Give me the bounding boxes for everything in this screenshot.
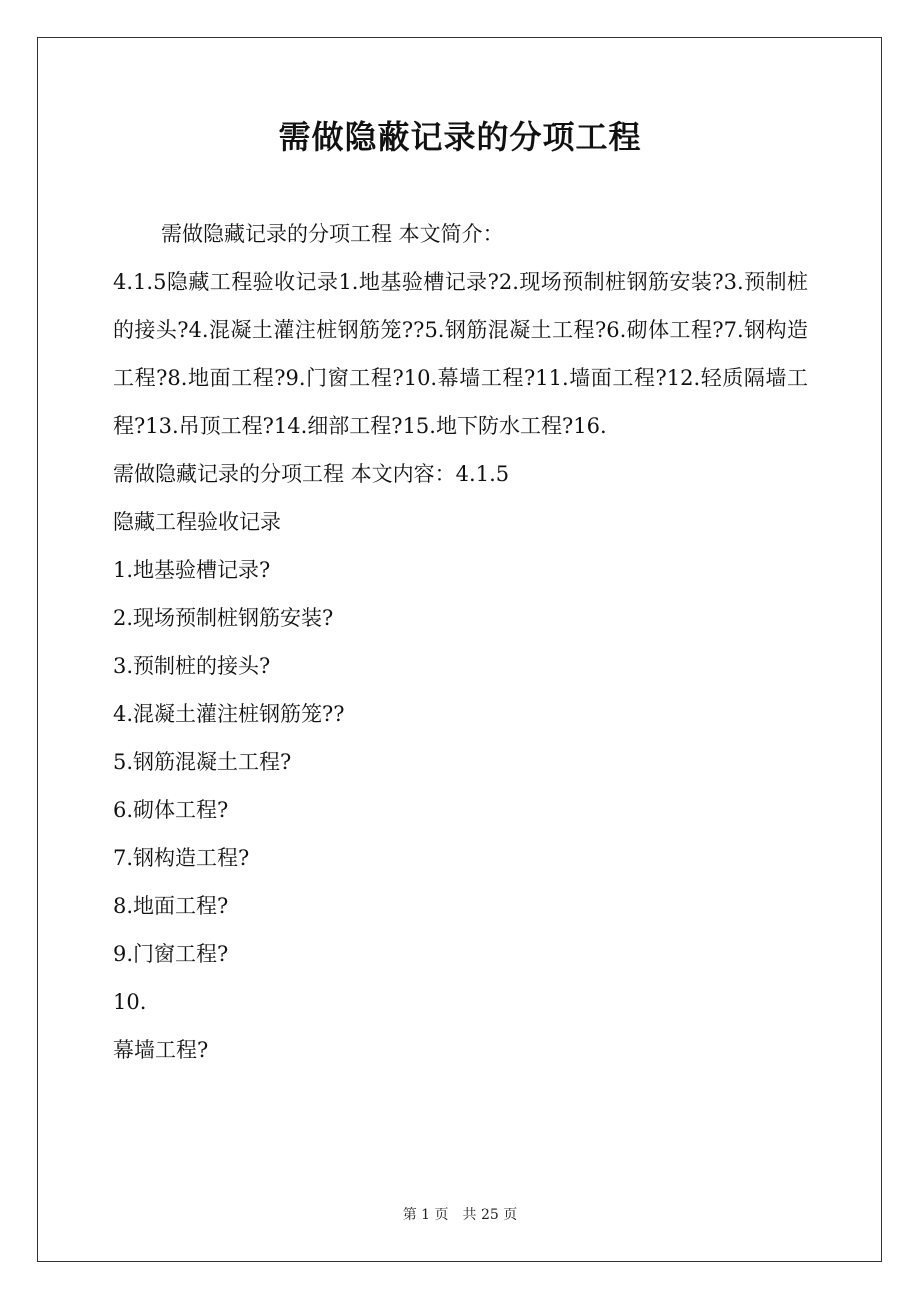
list-item: 7.钢构造工程? xyxy=(113,846,250,870)
document-title: 需做隐蔽记录的分项工程 xyxy=(278,118,642,156)
list-item: 2.现场预制桩钢筋安装? xyxy=(113,606,334,630)
page-number-footer: 第 1 页 共 25 页 xyxy=(402,1207,518,1223)
list-item: 1.地基验槽记录? xyxy=(113,558,271,582)
list-item: 4.混凝土灌注桩钢筋笼?? xyxy=(113,702,345,726)
list-item: 3.预制桩的接头? xyxy=(113,654,271,678)
list-item: 6.砌体工程? xyxy=(113,798,229,822)
content-heading: 需做隐藏记录的分项工程 本文内容：4.1.5 xyxy=(113,462,510,486)
list-item: 5.钢筋混凝土工程? xyxy=(113,750,292,774)
list-item: 隐藏工程验收记录 xyxy=(113,510,281,534)
list-item: 8.地面工程? xyxy=(113,894,229,918)
intro-paragraph: 4.1.5隐藏工程验收记录1.地基验槽记录?2.现场预制桩钢筋安装?3.预制桩的接头?4.混凝土灌注桩钢筋笼??5.钢筋混凝土工程?6.砌体工程?7.钢构造工程?8.地面工程?9.门窗工程?10.幕墙工程?11.墙面工程?12.轻质隔墙工程?13.吊顶工程?14.细部工程?15.地下防水工程?16. xyxy=(113,270,808,438)
list-item: 9.门窗工程? xyxy=(113,942,229,966)
list-item: 幕墙工程? xyxy=(113,1038,209,1062)
list-item: 10. xyxy=(113,990,147,1014)
document-body xyxy=(113,210,808,1074)
intro-heading: 需做隐藏记录的分项工程 本文简介： xyxy=(161,222,504,246)
